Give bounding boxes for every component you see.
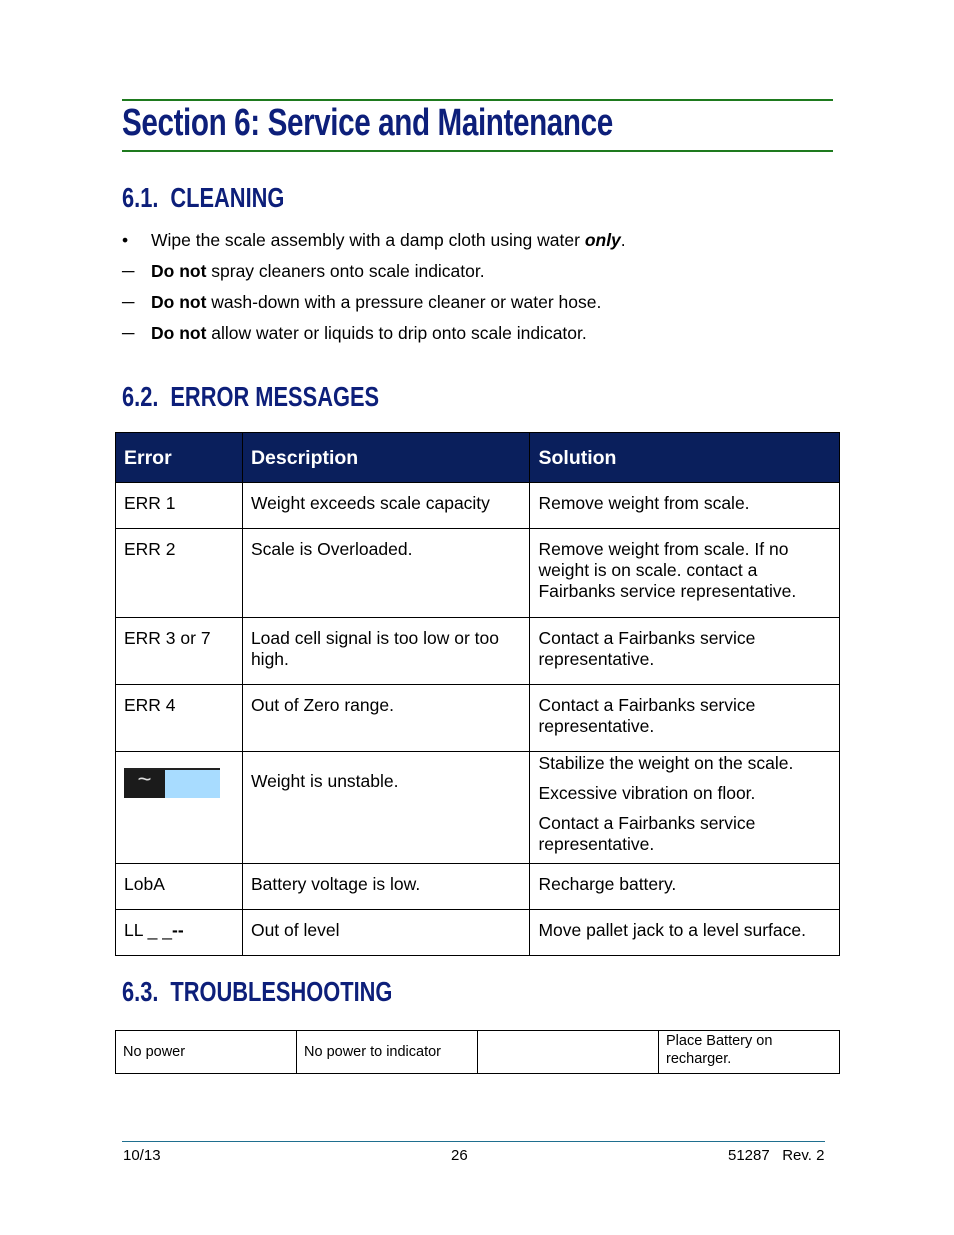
cause-cell: No power to indicator [297,1031,478,1074]
heading-cleaning [122,182,284,214]
empty-cell [478,1031,659,1074]
unstable-display-icon: ~ [124,768,220,798]
footer-document-number: 51287 Rev. 2 [728,1147,825,1164]
error-description: Weight exceeds scale capacity [242,483,530,529]
heading-number: 6.1. [122,182,159,213]
title-rule-bottom [122,150,833,152]
error-code: LL _ _-- [116,910,243,956]
column-header: Solution [530,433,840,483]
error-solution: Remove weight from scale. If no weight is on scale. contact a Fairbanks service representative. [530,529,840,618]
table-row [116,752,840,864]
bullet-bold: Do not [151,261,207,281]
bullet-bold: Do not [151,292,207,312]
problem-cell: No power [116,1031,297,1074]
bullet-dash: ─ [122,323,135,343]
error-solution: Recharge battery. [530,864,840,910]
cleaning-bullet [122,230,626,251]
bullet-dash: ─ [122,292,135,312]
table-row [116,1031,840,1074]
title-rule-top [122,99,833,101]
heading-error-messages [122,381,379,413]
cleaning-bullet [122,261,485,282]
error-description: Load cell signal is too low or too high. [242,618,530,685]
error-solution: Contact a Fairbanks service representative. [530,618,840,685]
table-header-row [116,433,840,483]
column-header: Error [116,433,243,483]
error-description: Battery voltage is low. [242,864,530,910]
footer-page-number: 26 [451,1147,468,1164]
error-description: Out of level [242,910,530,956]
heading-number: 6.3. [122,976,159,1007]
bullet-bold: Do not [151,323,207,343]
error-solution: Contact a Fairbanks service representative. [530,685,840,752]
error-code: ERR 4 [116,685,243,752]
error-solution: Stabilize the weight on the scale. Excessive vibration on floor. Contact a Fairbanks service representative. [530,752,840,864]
heading-troubleshooting [122,976,392,1008]
bullet-text-end: . [620,230,626,250]
remedy-cell: Place Battery on recharger. [659,1031,840,1074]
error-solution: Remove weight from scale. [530,483,840,529]
heading-text: CLEANING [170,182,285,213]
column-header: Description [242,433,530,483]
troubleshooting-table [115,1030,840,1074]
bullet-text: spray cleaners onto scale indicator. [206,261,485,281]
error-code: ERR 2 [116,529,243,618]
cleaning-bullet [122,323,587,344]
bullet-text: Wipe the scale assembly with a damp cloth using water [151,230,585,250]
error-code: ERR 1 [116,483,243,529]
heading-text: TROUBLESHOOTING [170,976,393,1007]
error-code [116,752,243,864]
table-row [116,910,840,956]
bullet-dash: ─ [122,261,135,281]
heading-text: ERROR MESSAGES [170,381,380,412]
bullet-emphasis: only [584,230,621,250]
table-row [116,685,840,752]
section-title: Section 6: Service and Maintenance [122,102,613,144]
error-messages-table [115,432,840,956]
error-description: Weight is unstable. [242,752,530,864]
heading-number: 6.2. [122,381,159,412]
bullet-text: allow water or liquids to drip onto scale indicator. [206,323,587,343]
bullet-dot: • [122,230,129,250]
error-solution: Move pallet jack to a level surface. [530,910,840,956]
error-description: Out of Zero range. [242,685,530,752]
bullet-text: wash-down with a pressure cleaner or water hose. [206,292,602,312]
footer-date: 10/13 [123,1147,161,1164]
error-code: ERR 3 or 7 [116,618,243,685]
cleaning-bullet [122,292,601,313]
footer-rule [122,1141,825,1142]
error-code: LobA [116,864,243,910]
table-row [116,529,840,618]
table-row [116,618,840,685]
table-row [116,864,840,910]
table-row [116,483,840,529]
error-description: Scale is Overloaded. [242,529,530,618]
